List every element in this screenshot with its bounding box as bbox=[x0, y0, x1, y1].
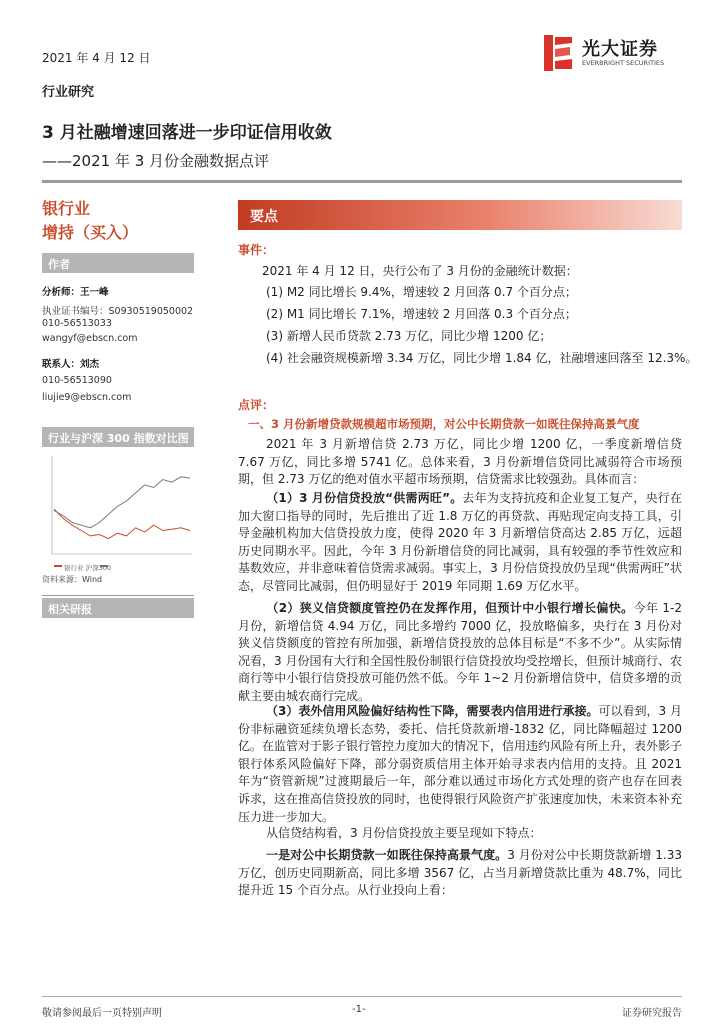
paragraph-4-lead: （3）表外信用风险偏好结构性下降，需要表内信用进行承接。 bbox=[266, 704, 599, 718]
chart-section-header: 行业与沪深 300 指数对比图 bbox=[42, 427, 194, 447]
paragraph-3-lead: （2）狭义信贷额度管控仍在发挥作用，但预计中小银行增长偏快。 bbox=[266, 601, 634, 615]
chart-series-line-1 bbox=[54, 509, 190, 539]
paragraph-3-text: 今年 1-2 月份，新增信贷 4.94 万亿，同比多增约 7000 亿，投放略偏多，央行在 3 月份对狭义信贷额度的管控有所加强，新增信贷投放的总体目标是“不多不少”。从实际情况看，3 月份国有大行和全国性股份制银行信贷投放均受控增长，但预计城商行、农商行等中小银行信贷投放可能仍然不低。今年 1~2 月份新增信贷中，信贷多增的贡献主要由城农商行完成。 bbox=[238, 601, 682, 703]
paragraph-2-text: 去年为支持抗疫和企业复工复产，央行在加大窗口指导的同时，先后推出了近 1.8 万亿的再贷款、再贴现定向支持工具，引导金融机构加大信贷投放力度，使得 2020 年 3 月新增信贷高达 2.85 万亿，远超历史同期水平。因此，今年 3 月份新增信贷的同比减弱，具有较强的季节性效应和基数效应，并非意味着信贷需求减弱。事实上，3 月份信贷投放仍呈现“供需两旺”状态，尽管同比减弱，但仍明显好于 2019 年同期 1.69 万亿水平。 bbox=[238, 491, 682, 593]
comment-label: 点评： bbox=[238, 398, 275, 412]
footer-disclaimer[interactable]: 敬请参阅最后一页特别声明 bbox=[42, 1008, 162, 1019]
chart-legend-swatch bbox=[54, 565, 62, 567]
paragraph-4 bbox=[238, 703, 682, 826]
paragraph-3 bbox=[238, 600, 682, 706]
chart-series-line-2 bbox=[54, 477, 190, 528]
brand-logo bbox=[542, 33, 692, 73]
paragraph-2-lead: （1）3 月份信贷投放“供需两旺”。 bbox=[266, 491, 463, 505]
brand-mark-icon bbox=[542, 33, 576, 73]
paragraph-4-text: 可以看到，3 月份非标融资延续负增长态势，委托、信托贷款新增-1832 亿，同比降幅超过 1200 亿。在监管对于影子银行管控力度加大的情况下，信用违约风险有所上升，表外影子银行体系风险偏好下降，部分弱资质信用主体开始寻求表内信用的支持。且 2021 年为“资管新规”过渡期最后一年，部分难以通过市场化方式处理的资产也存在回表诉求，这在推高信贷投放的同时，也使得银行风险资产扩张速度加快，未来资本补充压力进一步加大。 bbox=[238, 704, 683, 824]
paragraph-6-lead: 一是对公中长期贷款一如既往保持高景气度。 bbox=[266, 848, 508, 862]
paragraph-2 bbox=[238, 490, 682, 596]
report-date: 2021 年 4 月 12 日 bbox=[42, 51, 151, 65]
index-comparison-chart bbox=[42, 450, 194, 576]
sidebar-divider bbox=[42, 595, 194, 596]
paragraph-1-text: 2021 年 3 月新增信贷 2.73 万亿，同比少增 1200 亿，一季度新增信贷 7.67 万亿，同比多增 5741 亿。总体来看，3 月份新增信贷同比减弱符合市场预期，但 2.73 万亿的绝对值水平超市场预期，信贷需求比较强劲。具体而言： bbox=[238, 437, 682, 487]
header-divider bbox=[42, 180, 682, 183]
event-label: 事件： bbox=[238, 243, 275, 257]
summary-banner bbox=[238, 200, 682, 230]
sector-name: 银行业 bbox=[42, 199, 91, 218]
contact-phone: 010-56513090 bbox=[42, 375, 112, 386]
analyst-name: 王一峰 bbox=[80, 287, 109, 298]
paragraph-6-text: 3 月份对公中长期贷款新增 1.33 万亿，创历史同期新高，同比多增 3567 亿，占当月新增贷款比重为 48.7%，同比提升近 15 个百分点。从行业投向上看： bbox=[238, 848, 682, 898]
chart-source: 资料来源：Wind bbox=[42, 575, 103, 584]
author-section-header: 作者 bbox=[42, 253, 194, 273]
analyst-phone: 010-56513033 bbox=[42, 318, 112, 329]
summary-banner-label: 要点 bbox=[250, 209, 278, 225]
analyst-cert: 执业证书编号：S0930519050002 bbox=[42, 306, 194, 317]
paragraph-5-text: 从信贷结构看，3 月份信贷投放主要呈现如下特点： bbox=[266, 826, 542, 840]
contact-name: 刘杰 bbox=[80, 359, 100, 370]
event-item: (1) M2 同比增长 9.4%，增速较 2 月回落 0.7 个百分点； bbox=[266, 285, 577, 299]
page-number: -1- bbox=[352, 1004, 366, 1015]
event-item: (4) 社会融资规模新增 3.34 万亿，同比少增 1.84 亿，社融增速回落至 12.3%。 bbox=[266, 351, 698, 365]
event-intro: 2021 年 4 月 12 日，央行公布了 3 月份的金融统计数据： bbox=[262, 264, 578, 278]
contact-label: 联系人： bbox=[42, 359, 81, 370]
analyst-label: 分析师： bbox=[42, 287, 81, 298]
report-subtitle: ——2021 年 3 月份金融数据点评 bbox=[42, 152, 270, 170]
chart-legend: 银行业 沪深300 bbox=[64, 564, 111, 572]
report-category: 行业研究 bbox=[42, 85, 95, 100]
rating: 增持（买入） bbox=[42, 223, 139, 242]
brand-subtitle: EVERBRIGHT SECURITIES bbox=[582, 59, 665, 67]
related-reports-header: 相关研报 bbox=[42, 598, 194, 618]
footer-report-type: 证券研究报告 bbox=[622, 1008, 682, 1019]
contact-line bbox=[42, 356, 99, 370]
chart-series-group bbox=[54, 477, 190, 567]
paragraph-1 bbox=[238, 436, 682, 489]
chart-canvas bbox=[42, 450, 194, 576]
report-title: 3 月社融增速回落进一步印证信用收敛 bbox=[42, 123, 332, 143]
brand-name: 光大证券 bbox=[582, 39, 658, 60]
footer-divider bbox=[42, 996, 682, 997]
section-1-heading: 一、3 月份新增贷款规模超市场预期，对公中长期贷款一如既往保持高景气度 bbox=[248, 417, 640, 431]
paragraph-6 bbox=[238, 847, 682, 900]
analyst-email[interactable]: wangyf@ebscn.com bbox=[42, 333, 138, 344]
event-item: (3) 新增人民币贷款 2.73 万亿，同比少增 1200 亿； bbox=[266, 329, 552, 343]
paragraph-5 bbox=[238, 825, 682, 843]
contact-email[interactable]: liujie9@ebscn.com bbox=[42, 392, 132, 403]
event-item: (2) M1 同比增长 7.1%，增速较 2 月回落 0.3 个百分点； bbox=[266, 307, 577, 321]
analyst-line bbox=[42, 284, 109, 298]
